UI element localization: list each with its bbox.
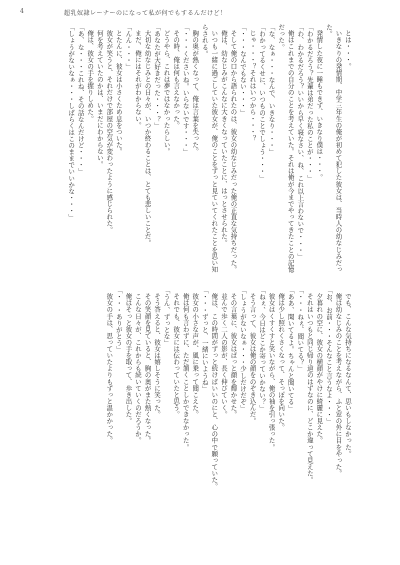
paragraph: そして俺の口から語られたのは、彼女の幼なじみだった俺の正直な気持ちだった。 [229, 30, 238, 273]
paragraph: どうやら、これは夢ではなかったらしい。 [162, 30, 171, 155]
paragraph: 「しょうがないなぁ・・・少しだけだぞ」 [238, 287, 247, 412]
paragraph: 夕暮れの空に、彼女の横顔がやけに綺麗に見えた。 [315, 293, 324, 445]
paragraph: 何を考えていたのかは、いまだにわからない。 [95, 30, 104, 168]
paragraph: こんな日々が、これからも続いていくのだろうか。 [133, 293, 142, 445]
paragraph: その言葉に、彼女はぱっと顔を輝かせた。 [229, 293, 238, 418]
paragraph: 並んで歩く二人の影が、長く伸びていく。 [219, 293, 228, 418]
lower-text-block [44, 287, 352, 529]
paragraph: それはいつもと同じ帰り道のはずなのに、どこか違って見えた。 [305, 293, 314, 484]
paragraph: 彼女はくすくすと笑いながら、俺の袖を引っ張った。 [267, 293, 276, 451]
paragraph: 大切な幼なじみとの日々が、いつか終わることは、とても悲しいことだ。 [143, 30, 152, 247]
paragraph: まだ、俺にはそれがわからない。 [133, 30, 142, 129]
paragraph: 彼女の小さな声が、風に乗って聞こえた。 [191, 293, 200, 418]
paragraph: とは・・・。 [344, 30, 352, 70]
paragraph: でも、こんな気持ちになるなんて、思いもしなかった。 [344, 293, 352, 458]
paragraph: 「ねぇ、今日はどこか寄っていかない？」 [258, 287, 267, 412]
paragraph: 「わ、わかるだろう？いいから早く寝なさい、ね、これ以上言わないで・・・」 [296, 24, 305, 260]
paragraph: 俺は、彼女の手を握りしめた。 [86, 30, 95, 123]
paragraph: 俺は幼なじみのことを考えながら、ふと窓の外に目をやった。 [334, 293, 343, 477]
upper-text-block [44, 24, 352, 277]
paragraph: 発情した夜に一睡もできず、いきなり僕は・・・。 [315, 30, 324, 182]
paragraph: 「わかるだろう？先輩は弟だった私のことが・・・」 [305, 24, 314, 182]
paragraph: 俺はこれまでの自分のことを考えていた。それは俺が今までやってきたことの記憶だった。 [277, 24, 295, 273]
paragraph: その時、俺は何も言えなかった。 [172, 30, 181, 129]
paragraph: いきなりの発情期、中学三年生の俺が初めて犯した彼女は、当時人の幼なじみだった。 [324, 24, 343, 273]
paragraph: 俺は、この時間がずっと続けばいいのにと、心の中で願っていた。 [210, 293, 219, 490]
paragraph: その笑顔を見ていると、胸の奥がまた熱くなった。 [143, 293, 152, 445]
paragraph: 胸の奥が熱くなって、俺は言葉を失った。 [191, 30, 200, 155]
paragraph: 「ああ、聞いてるよ。ちゃんと聞いてる」 [286, 287, 295, 412]
paragraph: 「お、お前・・・そんなこと言うなよ・・・」 [324, 287, 333, 425]
paragraph: 「・・・ありがとう」 [114, 287, 123, 353]
paragraph: 俺は何も言わずに、ただ頷くことしかできなかった。 [181, 293, 190, 451]
paragraph: 「うん、ずっとな」 [162, 287, 171, 346]
paragraph: 「・・・ずっと、一緒にいようね」 [200, 287, 209, 392]
paragraph: とたんに、彼女は小さくため息をついた。 [114, 30, 123, 155]
paragraph: いつも一緒に過ごしていた彼女が、俺のことをずっと見ていてくれたことを思い知らされる。 [200, 24, 219, 273]
paragraph: 「わかってるくせに、いつものことでしょう・・・」 [258, 24, 267, 182]
paragraph: 「・・・なんでもない・・・」 [238, 24, 247, 116]
paragraph: 俺はそっと彼女の手を取って、歩き出した。 [124, 293, 133, 425]
running-title: 超乳奴隷レーナーのになって私が何でもするんだけど！ [64, 10, 227, 17]
paragraph: 「・・・ねぇ、聞いてる？」 [296, 287, 305, 373]
paragraph: 俺は少し照れくさくなって、そっぽを向いた。 [277, 293, 286, 431]
paragraph: そう言って、彼女は俺の顔をのぞき込んだ。 [248, 293, 257, 425]
paragraph: 「んん・・・」 [124, 24, 133, 70]
paragraph: 「あ、な・・・これね、その話なんだけど・・・」 [76, 24, 85, 175]
paragraph: 「・・・くださいね。いらないです・・・」 [181, 24, 190, 155]
paragraph: 「な、なぁ・・・なんで、いきなり・・・」 [267, 24, 276, 155]
paragraph: じゃ・・・？それはいつから・・・？ [248, 30, 257, 142]
paragraph: 彼女が笑うと、それだけで部屋の空気が変わったように感じられた。 [105, 30, 114, 234]
paragraph: それでも、彼女には伝わっていたと思う。 [172, 293, 181, 418]
paragraph: そう答えると、彼女は嬉しそうに笑った。 [153, 293, 162, 418]
paragraph: 「しょうがないなぁ・・・しばらくはこのままでいいかな・・・」 [67, 24, 76, 221]
paragraph: 彼女の手は、思っていたよりもずっと温かかった。 [105, 293, 114, 445]
page-number: 4 [20, 8, 24, 15]
paragraph: 俺は、幼なじみがこんなに大きくなっていたことに、はっとさせられた。 [219, 30, 228, 247]
paragraph: 「あなたが大好きだった・・・？」 [153, 24, 162, 129]
